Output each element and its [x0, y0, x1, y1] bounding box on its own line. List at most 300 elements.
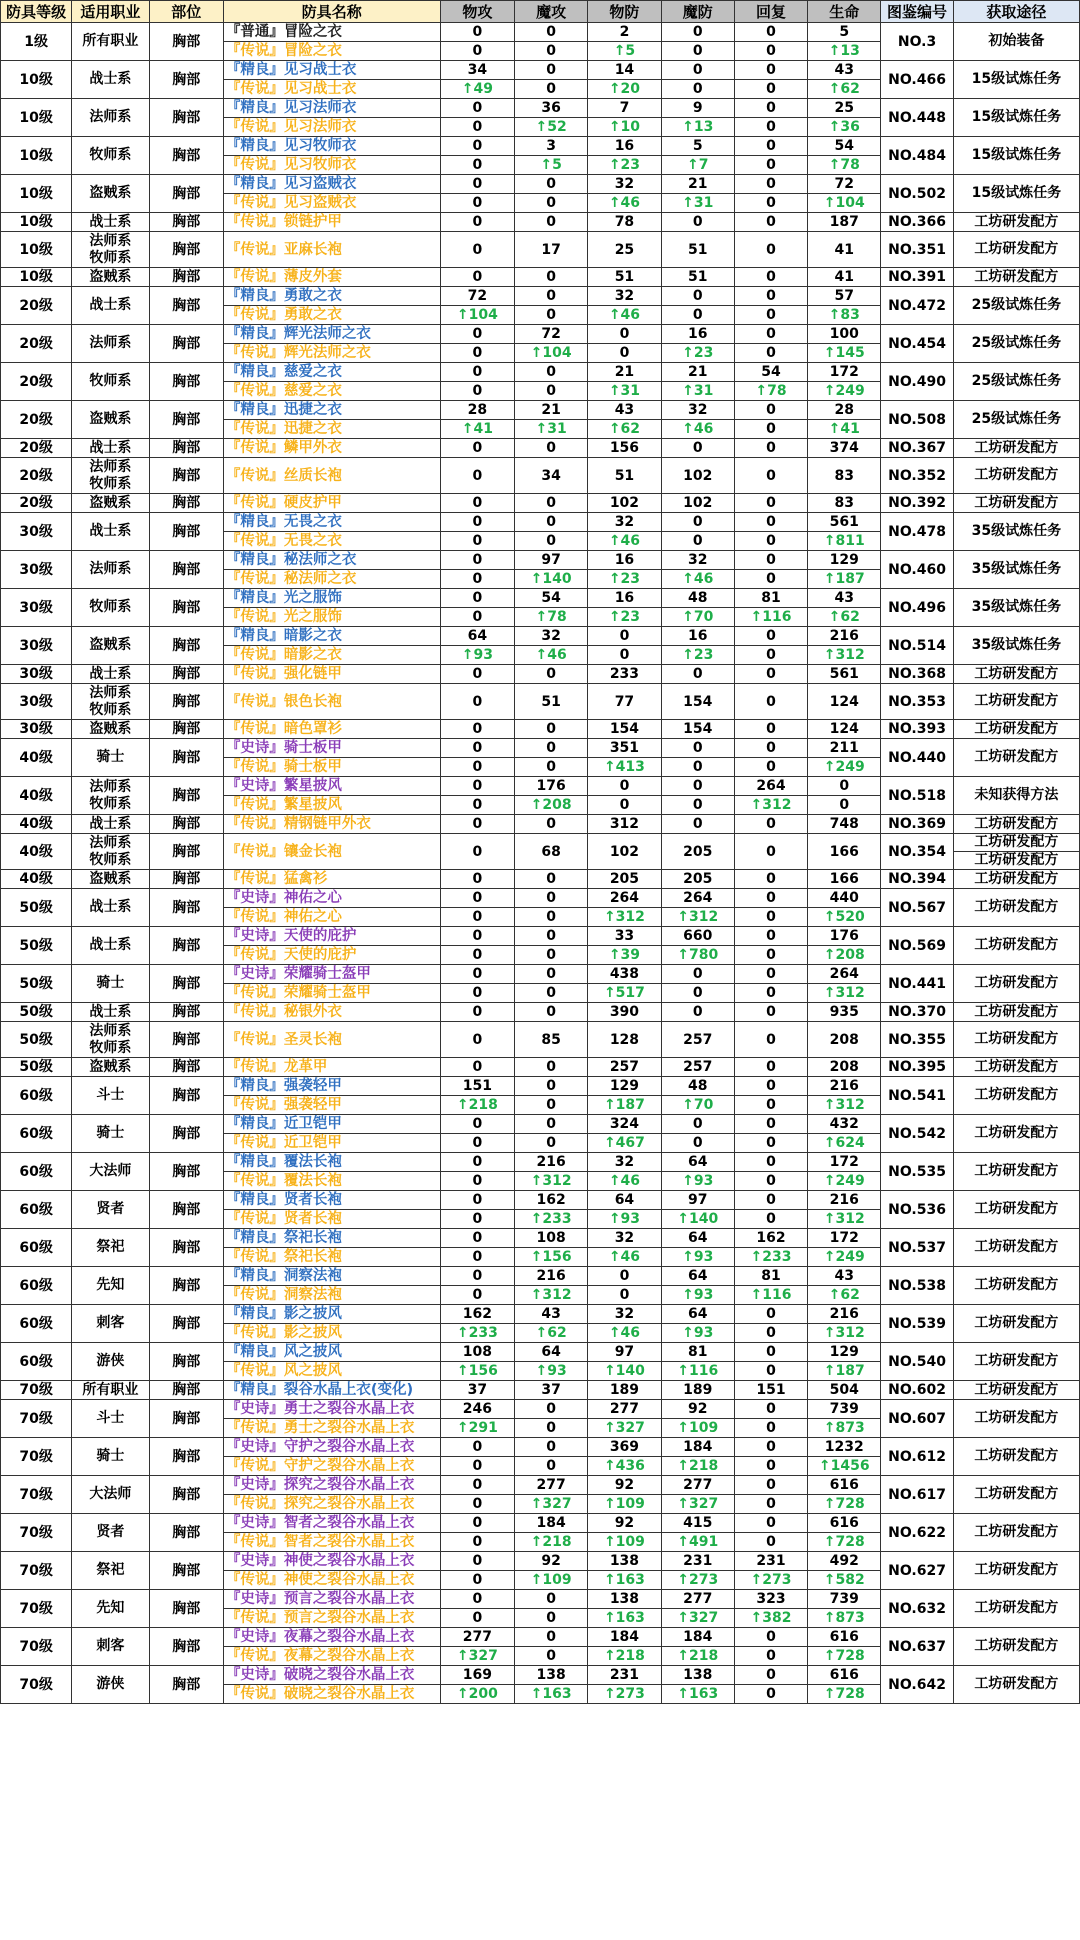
- cell-pdef: 92: [588, 1476, 661, 1495]
- cell-matk: 0: [515, 665, 588, 684]
- cell-pdef: 138: [588, 1552, 661, 1571]
- cell-hp: ↑187: [808, 1362, 881, 1381]
- cell-slot: 胸部: [149, 1267, 223, 1305]
- cell-level: 30级: [1, 513, 72, 551]
- table-row: [1, 213, 1080, 232]
- cell-level: 40级: [1, 777, 72, 815]
- job-label: 牧师系: [89, 1039, 132, 1056]
- header-patk: 物攻: [440, 1, 514, 23]
- cell-codex-no: NO.496: [881, 589, 953, 627]
- cell-mdef: 0: [661, 815, 734, 834]
- cell-hp: ↑728: [808, 1495, 881, 1514]
- cell-job: [72, 777, 149, 815]
- table-row: [1, 1476, 1080, 1495]
- cell-armor-name: 『传说』龙革甲: [223, 1058, 440, 1077]
- job-label: 斗士: [96, 1410, 125, 1426]
- cell-hp: ↑312: [808, 646, 881, 665]
- cell-slot: 胸部: [149, 99, 223, 137]
- cell-matk: 184: [515, 1514, 588, 1533]
- table-row: [1, 1267, 1080, 1286]
- job-label: 刺客: [96, 1638, 125, 1654]
- cell-job: [72, 1153, 149, 1191]
- cell-source: [953, 815, 1079, 834]
- cell-slot: 胸部: [149, 494, 223, 513]
- cell-patk: 0: [440, 137, 514, 156]
- cell-mdef: 32: [661, 551, 734, 570]
- cell-hp: ↑62: [808, 80, 881, 99]
- cell-pdef: 16: [588, 137, 661, 156]
- table-row: [1, 589, 1080, 608]
- cell-level: 40级: [1, 834, 72, 870]
- job-label: 牧师系: [89, 475, 132, 492]
- cell-matk: ↑5: [515, 156, 588, 175]
- table-row: [1, 1514, 1080, 1533]
- cell-job: [72, 287, 149, 325]
- cell-codex-no: NO.567: [881, 889, 953, 927]
- cell-heal: 0: [734, 1210, 807, 1229]
- cell-hp: 100: [808, 325, 881, 344]
- cell-patk: 0: [440, 532, 514, 551]
- cell-matk: ↑233: [515, 1210, 588, 1229]
- cell-patk: 0: [440, 796, 514, 815]
- cell-patk: 0: [440, 156, 514, 175]
- cell-patk: 162: [440, 1305, 514, 1324]
- job-label: 牧师系: [89, 249, 132, 266]
- cell-hp: ↑13: [808, 42, 881, 61]
- cell-level: 60级: [1, 1153, 72, 1191]
- cell-pdef: ↑23: [588, 608, 661, 627]
- cell-hp: 176: [808, 927, 881, 946]
- table-row: [1, 777, 1080, 796]
- cell-hp: ↑249: [808, 382, 881, 401]
- job-label: 游侠: [96, 1676, 125, 1692]
- cell-armor-name: 『传说』银色长袍: [223, 684, 440, 720]
- cell-heal: 0: [734, 1096, 807, 1115]
- cell-mdef: 0: [661, 439, 734, 458]
- cell-heal: ↑116: [734, 1286, 807, 1305]
- cell-slot: 胸部: [149, 1343, 223, 1381]
- source-label: 工坊研发配方: [974, 241, 1059, 257]
- cell-matk: ↑46: [515, 646, 588, 665]
- cell-pdef: 7: [588, 99, 661, 118]
- job-label: 牧师系: [89, 147, 132, 163]
- cell-heal: 0: [734, 1172, 807, 1191]
- cell-source: [953, 739, 1079, 777]
- cell-level: 50级: [1, 1058, 72, 1077]
- cell-level: 40级: [1, 870, 72, 889]
- job-label: 战士系: [89, 297, 132, 313]
- cell-pdef: ↑10: [588, 118, 661, 137]
- cell-matk: 0: [515, 815, 588, 834]
- cell-heal: 264: [734, 777, 807, 796]
- cell-slot: 胸部: [149, 627, 223, 665]
- cell-pdef: 0: [588, 627, 661, 646]
- source-label: 工坊研发配方: [974, 1031, 1059, 1047]
- cell-heal: 0: [734, 532, 807, 551]
- cell-pdef: 324: [588, 1115, 661, 1134]
- cell-level: 60级: [1, 1191, 72, 1229]
- cell-mdef: 51: [661, 268, 734, 287]
- cell-job: [72, 325, 149, 363]
- cell-level: 60级: [1, 1077, 72, 1115]
- cell-heal: 0: [734, 627, 807, 646]
- cell-armor-name: 『精良』强袭轻甲: [223, 1077, 440, 1096]
- cell-job: [72, 99, 149, 137]
- job-label: 所有职业: [82, 1381, 139, 1398]
- cell-armor-name: 『传说』暗色罩衫: [223, 720, 440, 739]
- cell-codex-no: NO.478: [881, 513, 953, 551]
- table-row: [1, 1003, 1080, 1022]
- cell-hp: 432: [808, 1115, 881, 1134]
- cell-heal: 0: [734, 156, 807, 175]
- cell-patk: 0: [440, 1476, 514, 1495]
- cell-matk: 0: [515, 268, 588, 287]
- cell-job: [72, 1343, 149, 1381]
- cell-patk: ↑233: [440, 1324, 514, 1343]
- cell-patk: 0: [440, 946, 514, 965]
- cell-source: [953, 1153, 1079, 1191]
- cell-level: 50级: [1, 927, 72, 965]
- cell-codex-no: NO.538: [881, 1267, 953, 1305]
- table-row: [1, 175, 1080, 194]
- cell-armor-name: 『精良』裂谷水晶上衣(变化): [223, 1381, 440, 1400]
- cell-source: [953, 1058, 1079, 1077]
- cell-source: [953, 494, 1079, 513]
- cell-pdef: ↑312: [588, 908, 661, 927]
- cell-hp: 43: [808, 1267, 881, 1286]
- cell-patk: 0: [440, 1514, 514, 1533]
- cell-hp: 616: [808, 1476, 881, 1495]
- job-label: 骑士: [96, 975, 125, 991]
- cell-job: [72, 363, 149, 401]
- cell-heal: 0: [734, 1495, 807, 1514]
- cell-armor-name: 『传说』迅捷之衣: [223, 420, 440, 439]
- cell-heal: 0: [734, 1438, 807, 1457]
- cell-heal: 0: [734, 42, 807, 61]
- cell-armor-name: 『传说』洞察法袍: [223, 1286, 440, 1305]
- cell-patk: 0: [440, 739, 514, 758]
- cell-codex-no: NO.448: [881, 99, 953, 137]
- cell-slot: 胸部: [149, 458, 223, 494]
- source-label: 工坊研发配方: [974, 815, 1059, 832]
- cell-hp: 172: [808, 1229, 881, 1248]
- cell-armor-name: 『传说』锁链护甲: [223, 213, 440, 232]
- cell-hp: ↑187: [808, 570, 881, 589]
- cell-mdef: ↑327: [661, 1609, 734, 1628]
- cell-mdef: 64: [661, 1267, 734, 1286]
- cell-patk: 0: [440, 665, 514, 684]
- cell-pdef: 32: [588, 175, 661, 194]
- cell-hp: ↑36: [808, 118, 881, 137]
- cell-slot: 胸部: [149, 1003, 223, 1022]
- source-label: 工坊研发配方: [974, 1239, 1059, 1255]
- table-row: [1, 401, 1080, 420]
- cell-mdef: 32: [661, 401, 734, 420]
- cell-matk: 0: [515, 946, 588, 965]
- cell-pdef: 102: [588, 834, 661, 870]
- cell-job: [72, 1077, 149, 1115]
- cell-level: 20级: [1, 325, 72, 363]
- cell-mdef: 231: [661, 1552, 734, 1571]
- source-label: 工坊研发配方: [974, 1486, 1059, 1502]
- cell-heal: 0: [734, 1419, 807, 1438]
- cell-armor-name: 『传说』勇敢之衣: [223, 306, 440, 325]
- cell-armor-name: 『史诗』勇士之裂谷水晶上衣: [223, 1400, 440, 1419]
- cell-codex-no: NO.536: [881, 1191, 953, 1229]
- cell-matk: 92: [515, 1552, 588, 1571]
- cell-pdef: ↑467: [588, 1134, 661, 1153]
- cell-codex-no: NO.484: [881, 137, 953, 175]
- cell-heal: 151: [734, 1381, 807, 1400]
- cell-pdef: ↑46: [588, 194, 661, 213]
- cell-mdef: ↑273: [661, 1571, 734, 1590]
- cell-job: [72, 1381, 149, 1400]
- cell-mdef: 205: [661, 870, 734, 889]
- cell-heal: 0: [734, 1647, 807, 1666]
- cell-job: [72, 458, 149, 494]
- cell-armor-name: 『精良』见习法师衣: [223, 99, 440, 118]
- cell-matk: ↑312: [515, 1286, 588, 1305]
- cell-hp: 0: [808, 796, 881, 815]
- cell-armor-name: 『传说』辉光法师之衣: [223, 344, 440, 363]
- cell-matk: 85: [515, 1022, 588, 1058]
- cell-level: 10级: [1, 213, 72, 232]
- cell-codex-no: NO.612: [881, 1438, 953, 1476]
- table-row: [1, 684, 1080, 720]
- cell-matk: ↑31: [515, 420, 588, 439]
- cell-patk: 0: [440, 1286, 514, 1305]
- cell-codex-no: NO.541: [881, 1077, 953, 1115]
- table-row: [1, 137, 1080, 156]
- source-label: 工坊研发配方: [974, 834, 1059, 850]
- cell-level: 30级: [1, 720, 72, 739]
- source-label: 工坊研发配方: [954, 851, 1079, 869]
- cell-level: 30级: [1, 684, 72, 720]
- cell-pdef: 0: [588, 777, 661, 796]
- cell-armor-name: 『传说』丝质长袍: [223, 458, 440, 494]
- cell-armor-name: 『传说』见习盗贼衣: [223, 194, 440, 213]
- cell-source: [953, 1381, 1079, 1400]
- cell-pdef: ↑31: [588, 382, 661, 401]
- cell-armor-name: 『精良』秘法师之衣: [223, 551, 440, 570]
- cell-heal: 0: [734, 80, 807, 99]
- cell-job: [72, 889, 149, 927]
- cell-patk: 0: [440, 965, 514, 984]
- cell-heal: 0: [734, 720, 807, 739]
- header-row: [1, 1, 1080, 23]
- cell-armor-name: 『精良』见习牧师衣: [223, 137, 440, 156]
- cell-job: [72, 1022, 149, 1058]
- cell-matk: 0: [515, 382, 588, 401]
- cell-hp: ↑208: [808, 946, 881, 965]
- cell-mdef: ↑109: [661, 1419, 734, 1438]
- cell-armor-name: 『传说』贤者长袍: [223, 1210, 440, 1229]
- source-label: 工坊研发配方: [974, 1448, 1059, 1464]
- cell-hp: 72: [808, 175, 881, 194]
- source-label: 工坊研发配方: [974, 749, 1059, 765]
- table-row: [1, 1022, 1080, 1058]
- table-row: [1, 1381, 1080, 1400]
- source-label: 35级试炼任务: [971, 599, 1062, 615]
- cell-hp: 41: [808, 232, 881, 268]
- table-row: [1, 1628, 1080, 1647]
- cell-hp: 561: [808, 665, 881, 684]
- table-row: [1, 1400, 1080, 1419]
- cell-codex-no: NO.394: [881, 870, 953, 889]
- cell-armor-name: 『传说』预言之裂谷水晶上衣: [223, 1609, 440, 1628]
- table-row: [1, 268, 1080, 287]
- cell-hp: ↑312: [808, 1210, 881, 1229]
- cell-job: [72, 684, 149, 720]
- cell-patk: 0: [440, 1058, 514, 1077]
- cell-pdef: 351: [588, 739, 661, 758]
- cell-job: [72, 494, 149, 513]
- cell-patk: 0: [440, 1438, 514, 1457]
- cell-hp: 440: [808, 889, 881, 908]
- cell-heal: 81: [734, 589, 807, 608]
- cell-patk: 0: [440, 1191, 514, 1210]
- cell-matk: 0: [515, 984, 588, 1003]
- cell-source: [953, 1343, 1079, 1381]
- cell-hp: 492: [808, 1552, 881, 1571]
- cell-slot: 胸部: [149, 927, 223, 965]
- cell-source: [953, 287, 1079, 325]
- cell-mdef: ↑218: [661, 1457, 734, 1476]
- job-label: 盗贼系: [89, 494, 132, 511]
- cell-pdef: 0: [588, 325, 661, 344]
- cell-source: [953, 23, 1079, 61]
- cell-hp: 25: [808, 99, 881, 118]
- cell-source: [953, 1229, 1079, 1267]
- job-label: 法师系: [89, 335, 132, 351]
- cell-armor-name: 『史诗』骑士板甲: [223, 739, 440, 758]
- table-row: [1, 665, 1080, 684]
- cell-slot: 胸部: [149, 363, 223, 401]
- cell-source: [953, 1666, 1079, 1704]
- cell-codex-no: NO.569: [881, 927, 953, 965]
- cell-armor-name: 『传说』探究之裂谷水晶上衣: [223, 1495, 440, 1514]
- cell-pdef: 32: [588, 1305, 661, 1324]
- cell-job: [72, 1552, 149, 1590]
- cell-patk: ↑104: [440, 306, 514, 325]
- cell-matk: 68: [515, 834, 588, 870]
- cell-job: [72, 1058, 149, 1077]
- cell-mdef: 189: [661, 1381, 734, 1400]
- cell-patk: 0: [440, 589, 514, 608]
- cell-mdef: 97: [661, 1191, 734, 1210]
- cell-hp: ↑312: [808, 1324, 881, 1343]
- cell-armor-name: 『精良』迅捷之衣: [223, 401, 440, 420]
- cell-pdef: 51: [588, 458, 661, 494]
- cell-mdef: ↑46: [661, 570, 734, 589]
- cell-slot: 胸部: [149, 287, 223, 325]
- table-row: [1, 1552, 1080, 1571]
- cell-patk: 0: [440, 927, 514, 946]
- cell-armor-name: 『传说』亚麻长袍: [223, 232, 440, 268]
- cell-matk: 0: [515, 1590, 588, 1609]
- cell-pdef: 154: [588, 720, 661, 739]
- cell-patk: 0: [440, 1552, 514, 1571]
- table-row: [1, 23, 1080, 42]
- cell-slot: 胸部: [149, 1438, 223, 1476]
- cell-source: [953, 1400, 1079, 1438]
- cell-codex-no: NO.490: [881, 363, 953, 401]
- cell-patk: ↑49: [440, 80, 514, 99]
- table-row: [1, 1077, 1080, 1096]
- cell-heal: 0: [734, 815, 807, 834]
- cell-codex-no: NO.514: [881, 627, 953, 665]
- source-label: 25级试炼任务: [971, 297, 1062, 313]
- cell-slot: 胸部: [149, 1666, 223, 1704]
- cell-matk: 0: [515, 175, 588, 194]
- cell-hp: ↑582: [808, 1571, 881, 1590]
- job-label: 战士系: [89, 213, 132, 230]
- cell-mdef: 0: [661, 1115, 734, 1134]
- cell-armor-name: 『传说』光之服饰: [223, 608, 440, 627]
- cell-slot: 胸部: [149, 1552, 223, 1590]
- cell-heal: 0: [734, 684, 807, 720]
- cell-pdef: 97: [588, 1343, 661, 1362]
- cell-armor-name: 『传说』硬皮护甲: [223, 494, 440, 513]
- table-row: [1, 889, 1080, 908]
- cell-hp: 748: [808, 815, 881, 834]
- cell-patk: 0: [440, 42, 514, 61]
- cell-codex-no: NO.617: [881, 1476, 953, 1514]
- header-pdef: 物防: [588, 1, 661, 23]
- cell-source: [953, 834, 1079, 870]
- cell-mdef: 48: [661, 1077, 734, 1096]
- cell-heal: 0: [734, 439, 807, 458]
- cell-patk: 0: [440, 908, 514, 927]
- cell-mdef: ↑491: [661, 1533, 734, 1552]
- cell-job: [72, 213, 149, 232]
- cell-patk: 0: [440, 213, 514, 232]
- cell-heal: 0: [734, 1077, 807, 1096]
- cell-hp: 166: [808, 870, 881, 889]
- cell-patk: ↑200: [440, 1685, 514, 1704]
- cell-job: [72, 965, 149, 1003]
- cell-matk: 17: [515, 232, 588, 268]
- cell-slot: 胸部: [149, 513, 223, 551]
- cell-mdef: ↑312: [661, 908, 734, 927]
- cell-patk: 0: [440, 1172, 514, 1191]
- cell-hp: ↑873: [808, 1609, 881, 1628]
- cell-codex-no: NO.637: [881, 1628, 953, 1666]
- source-label: 工坊研发配方: [974, 720, 1059, 737]
- cell-armor-name: 『传说』鳞甲外衣: [223, 439, 440, 458]
- cell-hp: 264: [808, 965, 881, 984]
- cell-mdef: ↑93: [661, 1248, 734, 1267]
- job-label: 祭祀: [96, 1239, 125, 1255]
- cell-armor-name: 『精良』影之披风: [223, 1305, 440, 1324]
- cell-matk: 0: [515, 1003, 588, 1022]
- cell-matk: ↑93: [515, 1362, 588, 1381]
- cell-matk: 72: [515, 325, 588, 344]
- cell-armor-name: 『传说』骑士板甲: [223, 758, 440, 777]
- job-label: 法师系: [89, 561, 132, 577]
- cell-job: [72, 137, 149, 175]
- table-row: [1, 927, 1080, 946]
- cell-patk: 0: [440, 1115, 514, 1134]
- cell-source: [953, 99, 1079, 137]
- source-label: 工坊研发配方: [974, 213, 1059, 230]
- cell-pdef: 64: [588, 1191, 661, 1210]
- cell-slot: 胸部: [149, 439, 223, 458]
- job-label: 战士系: [89, 815, 132, 832]
- source-label: 工坊研发配方: [974, 975, 1059, 991]
- cell-matk: 0: [515, 287, 588, 306]
- cell-job: [72, 1628, 149, 1666]
